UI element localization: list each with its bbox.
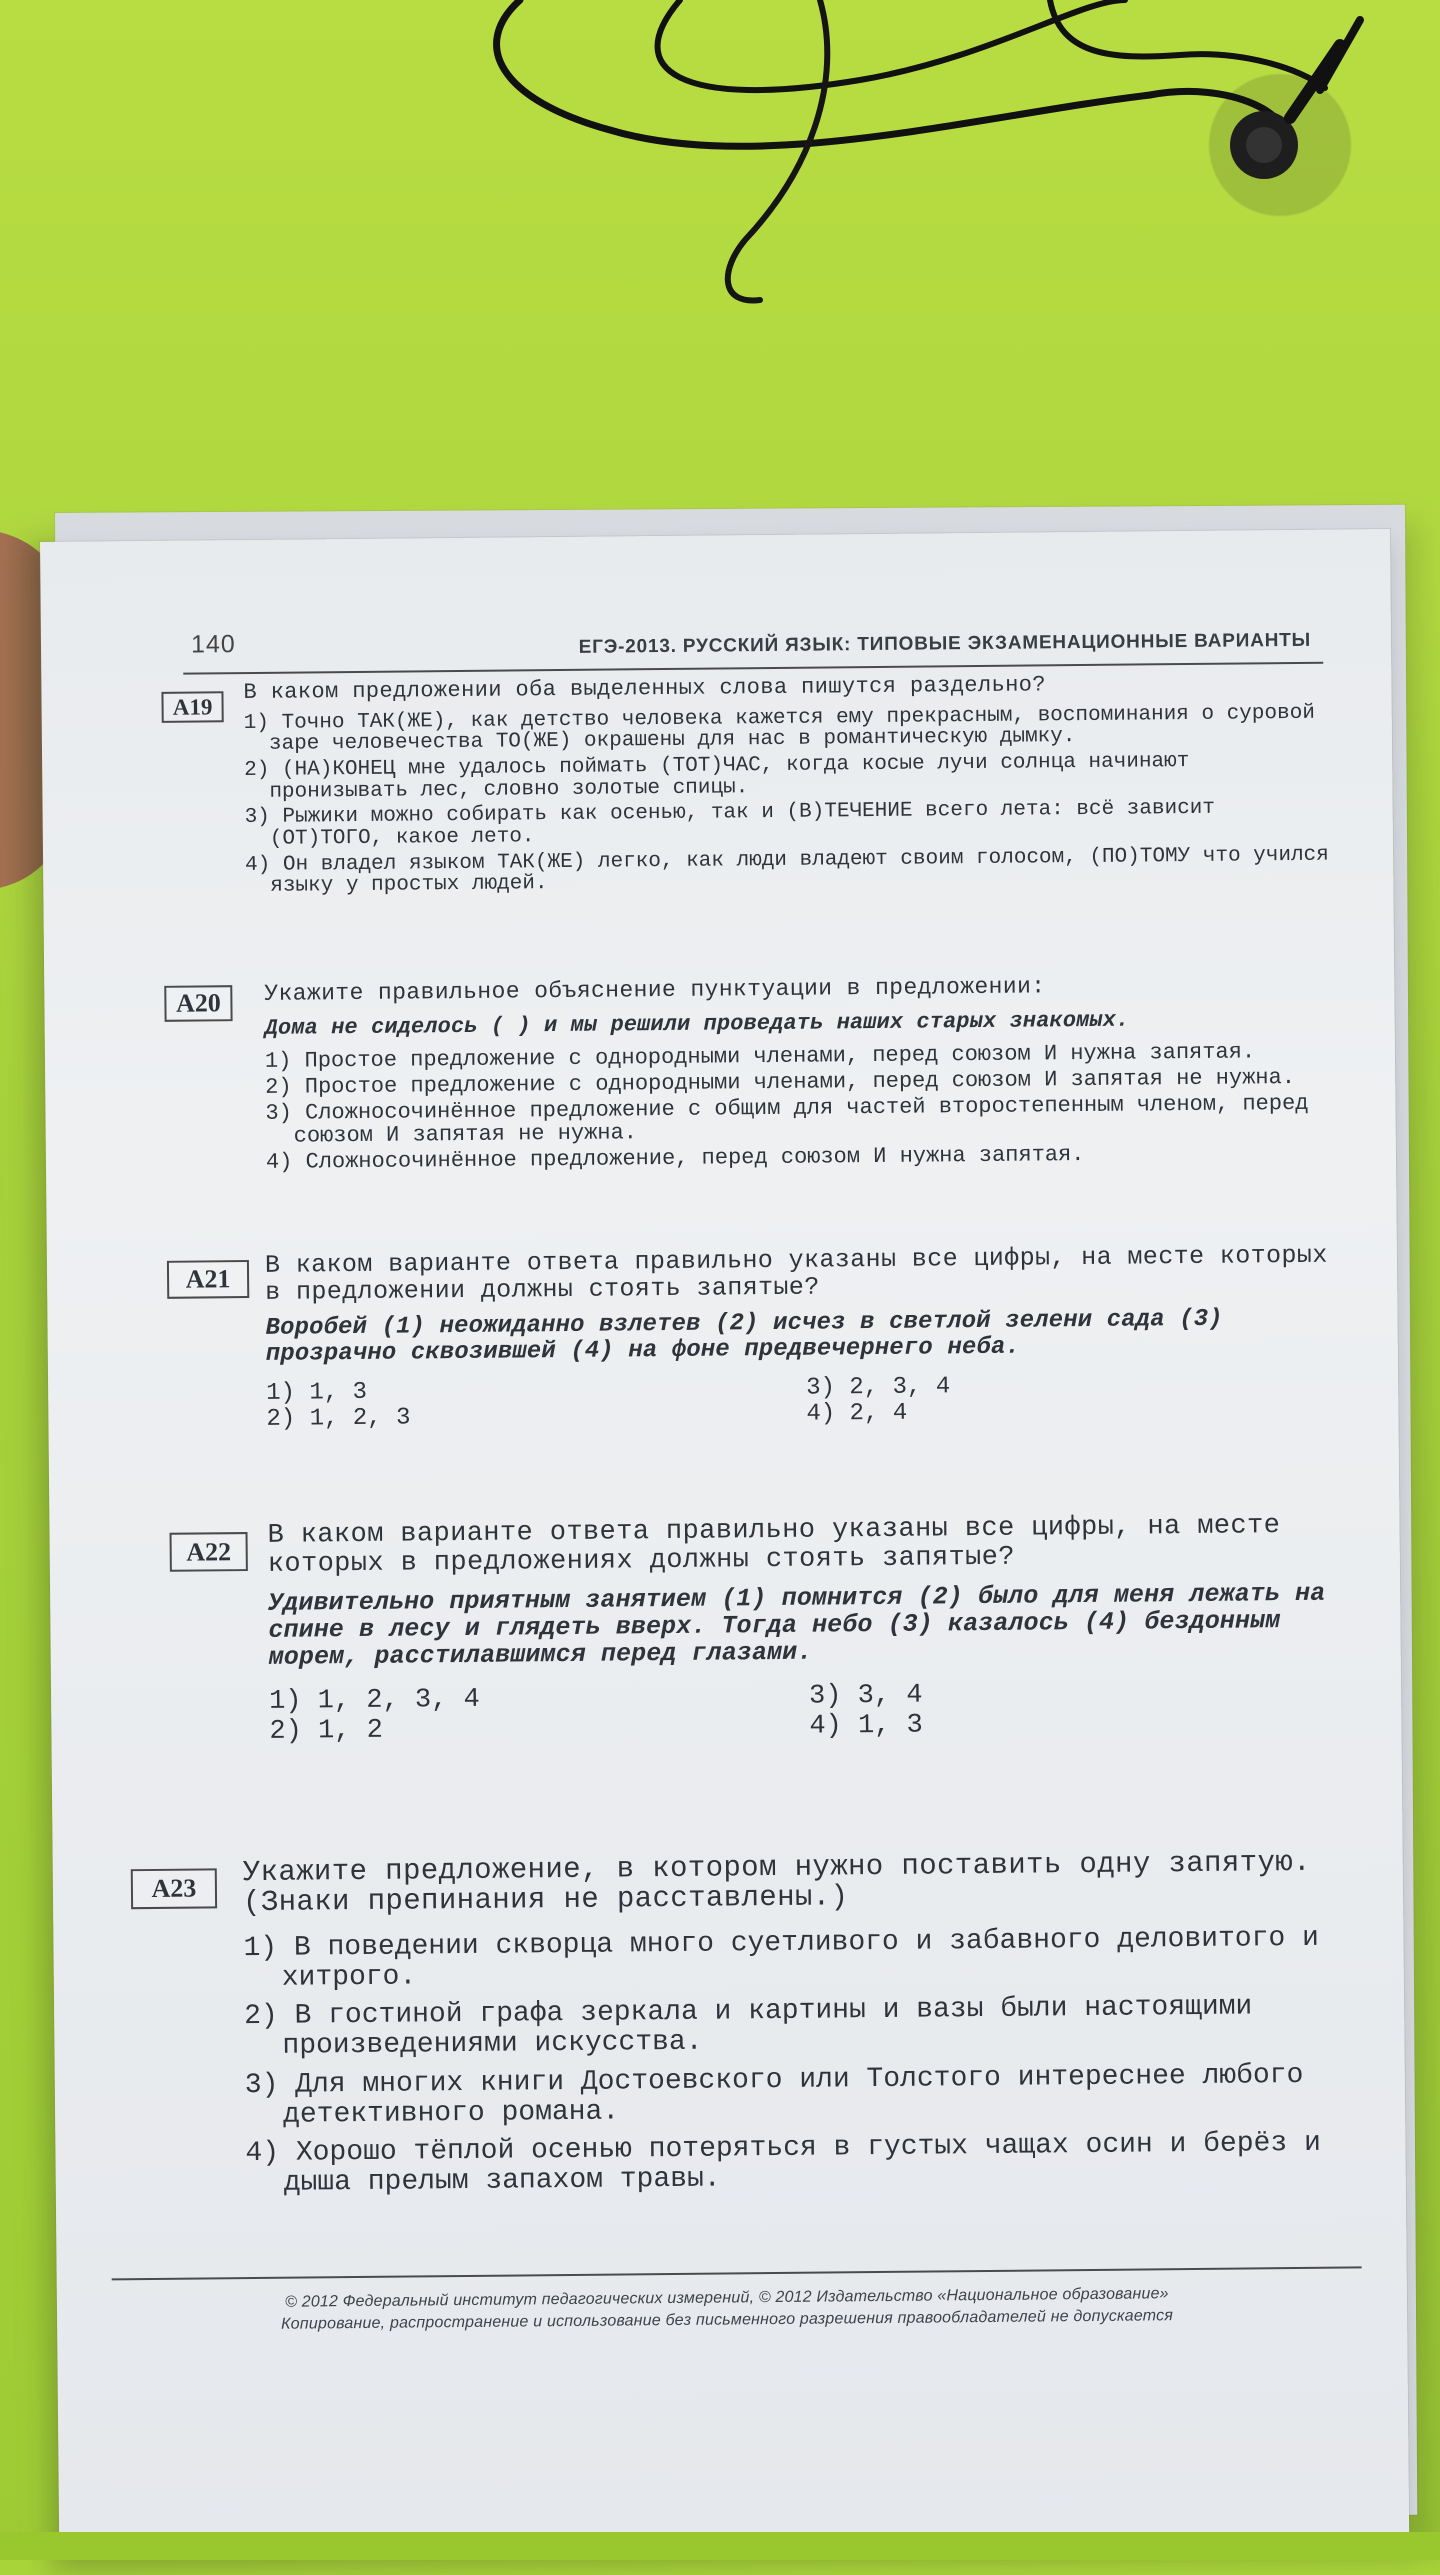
task-question-a20: Укажите правильное объяснение пунктуации в предложении:: [264, 973, 1046, 1007]
task-body-a21: [265, 1242, 1347, 1433]
page-header: [191, 626, 1311, 665]
task-question-a22: В каком варианте ответа правильно указаны все цифры, на месте которых в предложениях должны стоять запятые?: [267, 1511, 1281, 1581]
answer-option-a21-4: 4) 2, 4: [806, 1399, 908, 1428]
task-question-a19: В каком предложении оба выделенных слова пишутся раздельно?: [243, 672, 1047, 706]
earphone-cable: [0, 0, 1440, 320]
answer-option-a21-2: 2) 1, 2, 3: [266, 1404, 411, 1434]
task-question-a23: Укажите предложение, в котором нужно поставить одну запятую. (Знаки препинания не расставлены.): [242, 1845, 1312, 1919]
answer-options-a22: [269, 1679, 1357, 1747]
answer-option-a20-3: 3) Сложносочинённое предложение с общим для частей второстепенным членом, перед союзом И запятая не нужна.: [265, 1091, 1309, 1149]
task-a21: [167, 1240, 1342, 1434]
task-a19: [161, 672, 1336, 898]
task-a20: [164, 973, 1339, 1176]
task-sentence-a22: Удивительно приятным занятием (1) помнится (2) было для меня лежать на спине в лесу и глядеть вверх. Тогда небо (3) казалось (4) бездонным морем, расстилавшимся перед глазами.: [268, 1579, 1326, 1673]
copyright-line-1: © 2012 Федеральный институт педагогических измерений, © 2012 Издательство «Национальное образование»: [284, 2285, 1169, 2311]
task-body-a19: [243, 671, 1330, 902]
task-a22: [170, 1511, 1345, 1747]
answer-options-a21: [266, 1371, 1346, 1432]
answer-option-a22-2: 2) 1, 2: [269, 1715, 383, 1747]
answer-option-a20-1: 1) Простое предложение с однородными членами, перед союзом И нужна запятая.: [264, 1038, 1256, 1074]
task-a23: [131, 1845, 1391, 2200]
running-title: ЕГЭ-2013. РУССКИЙ ЯЗЫК: ТИПОВЫЕ ЭКЗАМЕНАЦИОННЫЕ ВАРИАНТЫ: [578, 629, 1312, 658]
task-body-a23: [243, 1847, 1396, 2208]
copyright-footer: [187, 2282, 1267, 2336]
task-sentence-a21: Воробей (1) неожиданно взлетев (2) исчез в светлой зелени сада (3) прозрачно сквозившей (4) на фоне предвечернего неба.: [265, 1305, 1223, 1368]
task-code-a23: А23: [131, 1868, 217, 1909]
answer-option-a23-4: 4) Хорошо тёплой осенью потеряться в густых чащах осин и берёз и дыша прелым запахом травы.: [245, 2127, 1321, 2200]
answer-option-a23-1: 1) В поведении скворца много суетливого и забавного деловитого и хитрого.: [243, 1922, 1319, 1994]
answer-option-a22-1: 1) 1, 2, 3, 4: [269, 1685, 480, 1718]
answer-option-a19-3: 3) Рыжики можно собирать как осенью, так и (В)ТЕЧЕНИЕ всего лета: всё зависит (ОТ)ТОГО, какое лето.: [244, 796, 1216, 851]
answer-option-a19-4: 4) Он владел языком ТАК(ЖЕ) легко, как люди владеют своим голосом, (ПО)ТОМУ что учился языку у простых людей.: [245, 843, 1329, 898]
answer-option-a22-3: 3) 3, 4: [808, 1680, 923, 1712]
answer-option-a23-2: 2) В гостиной графа зеркала и картины и вазы были настоящими произведениями искусства.: [244, 1991, 1253, 2063]
answer-option-a22-4: 4) 1, 3: [809, 1710, 923, 1742]
task-code-a19: А19: [161, 691, 223, 723]
footer-rule: [112, 2266, 1362, 2280]
bottom-background-strip: [0, 2532, 1440, 2560]
task-code-a21: А21: [167, 1260, 249, 1299]
task-body-a22: [267, 1511, 1357, 1746]
answer-option-a21-3: 3) 2, 3, 4: [806, 1373, 951, 1402]
task-sentence-a20: Дома не сиделось ( ) и мы решили проведать наших старых знакомых.: [264, 1007, 1130, 1041]
answer-option-a21-1: 1) 1, 3: [266, 1378, 368, 1407]
answer-option-a20-4: 4) Сложносочинённое предложение, перед союзом И нужна запятая.: [265, 1142, 1085, 1176]
exam-page: [40, 529, 1409, 2552]
answer-option-a19-1: 1) Точно ТАК(ЖЕ), как детство человека кажется ему прекрасным, воспоминания о суровой заре человечества ТО(ЖЕ) окрашены для нас в романтическую дымку.: [243, 701, 1315, 757]
task-code-a22: А22: [170, 1532, 248, 1572]
answer-option-a23-3: 3) Для многих книги Достоевского или Толстого интереснее любого детективного романа.: [244, 2059, 1304, 2131]
copyright-line-2: Копирование, распространение и использование без письменного разрешения правообладателей не допускается: [281, 2306, 1174, 2333]
task-code-a20: А20: [164, 985, 232, 1022]
answer-option-a19-2: 2) (НА)КОНЕЦ мне удалось поймать (ТОТ)ЧАС, когда косые лучи солнца начинают пронизывать лес, словно золотые спицы.: [244, 749, 1190, 804]
task-body-a20: [264, 972, 1346, 1179]
page-number: 140: [190, 630, 236, 659]
task-question-a21: В каком варианте ответа правильно указаны все цифры, на месте которых в предложении должны стоять запятые?: [264, 1240, 1328, 1307]
answer-option-a20-2: 2) Простое предложение с однородными членами, перед союзом И запятая не нужна.: [265, 1064, 1296, 1100]
